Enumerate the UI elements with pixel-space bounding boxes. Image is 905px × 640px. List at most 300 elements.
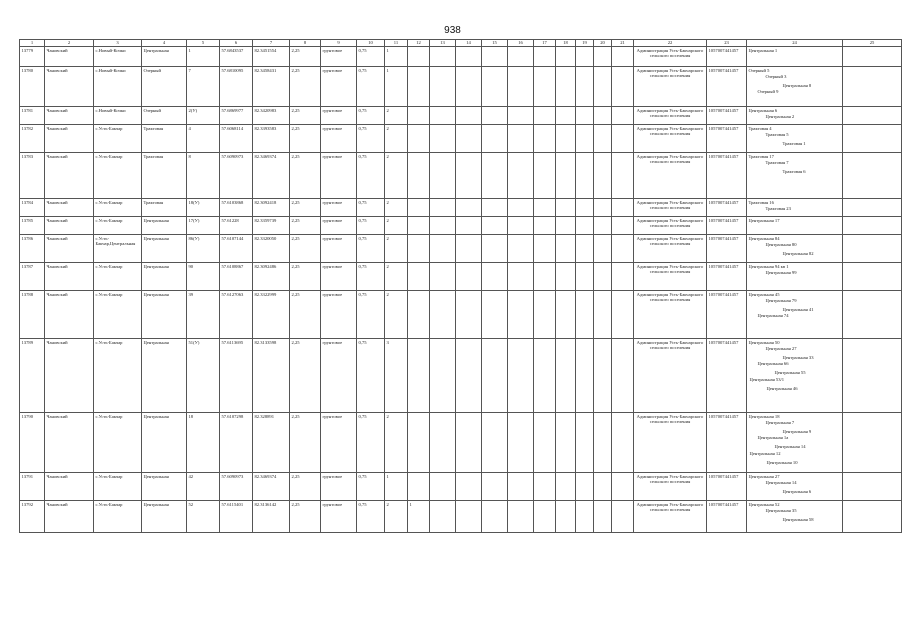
table-cell: грунтовое bbox=[321, 67, 357, 107]
table-cell bbox=[843, 413, 902, 473]
table-cell: Трактовая bbox=[142, 199, 187, 217]
column-header: 22 bbox=[634, 40, 707, 47]
table-cell bbox=[843, 263, 902, 291]
address-entry: Центральная 18 bbox=[748, 413, 780, 419]
table-cell bbox=[430, 199, 456, 217]
table-cell: Чановский bbox=[45, 153, 94, 199]
address-entry: Центральная 52 bbox=[748, 501, 780, 507]
table-cell: 1057007441457 bbox=[707, 501, 747, 533]
table-cell: 52 bbox=[187, 501, 220, 533]
table-cell: грунтовое bbox=[321, 263, 357, 291]
table-cell: 1 bbox=[385, 47, 408, 67]
table-cell bbox=[482, 47, 508, 67]
address-entry: Трактовая 4 bbox=[748, 125, 772, 131]
table-cell bbox=[843, 199, 902, 217]
table-cell: 2,25 bbox=[290, 47, 321, 67]
table-cell bbox=[534, 235, 556, 263]
address-entry: Трактовая 17 bbox=[748, 153, 774, 159]
table-cell: 13792 bbox=[20, 501, 45, 533]
table-cell: Администрация Усть-Бакчарского сельского поселения bbox=[634, 217, 707, 235]
table-cell bbox=[430, 473, 456, 501]
table-cell: 57.6107298 bbox=[220, 413, 253, 473]
table-cell: 2,25 bbox=[290, 153, 321, 199]
table-cell: 2 bbox=[385, 263, 408, 291]
registry-table bbox=[19, 39, 902, 533]
table-cell: 2,25 bbox=[290, 339, 321, 413]
address-entry: Центральная 10 bbox=[766, 459, 798, 465]
table-row bbox=[20, 235, 902, 263]
table-cell bbox=[408, 199, 430, 217]
table-cell: 2 bbox=[385, 291, 408, 339]
table-cell: 1057007441457 bbox=[707, 291, 747, 339]
table-cell bbox=[594, 199, 612, 217]
address-entry: Центральная 84 bbox=[748, 235, 780, 241]
table-cell bbox=[843, 339, 902, 413]
table-cell: 82.3133598 bbox=[253, 339, 290, 413]
table-cell bbox=[534, 339, 556, 413]
table-cell: 57.6107144 bbox=[220, 235, 253, 263]
table-cell: грунтовое bbox=[321, 47, 357, 67]
table-cell: Администрация Усть-Бакчарского сельского поселения bbox=[634, 153, 707, 199]
address-entry: Трактовая 1 bbox=[782, 140, 806, 146]
table-cell bbox=[508, 413, 534, 473]
address-entry: Центральная 9 bbox=[782, 428, 812, 434]
table-cell bbox=[508, 501, 534, 533]
table-cell bbox=[556, 339, 576, 413]
table-cell: 1057007441457 bbox=[707, 125, 747, 153]
table-cell: 13785 bbox=[20, 217, 45, 235]
table-cell bbox=[612, 199, 634, 217]
table-cell bbox=[594, 473, 612, 501]
table-cell bbox=[843, 47, 902, 67]
table-cell bbox=[747, 339, 843, 413]
table-cell: 1 bbox=[385, 67, 408, 107]
table-cell: Администрация Усть-Бакчарского сельского поселения bbox=[634, 339, 707, 413]
address-entry: Центральная 99 bbox=[765, 269, 797, 275]
address-entry: Центральная 27 bbox=[765, 345, 797, 351]
table-cell bbox=[430, 125, 456, 153]
column-header: 14 bbox=[456, 40, 482, 47]
table-cell: 0,75 bbox=[357, 199, 385, 217]
table-cell: с.Усть-Бакчар bbox=[94, 473, 142, 501]
table-cell bbox=[747, 153, 843, 199]
table-cell: 0,75 bbox=[357, 67, 385, 107]
table-cell: Администрация Усть-Бакчарского сельского поселения bbox=[634, 107, 707, 125]
table-cell: Центральная bbox=[142, 413, 187, 473]
table-cell: 1057007441457 bbox=[707, 47, 747, 67]
table-cell bbox=[430, 339, 456, 413]
table-cell bbox=[747, 199, 843, 217]
table-cell: 1 bbox=[385, 473, 408, 501]
table-cell bbox=[747, 263, 843, 291]
column-header: 8 bbox=[290, 40, 321, 47]
table-cell: 0,75 bbox=[357, 473, 385, 501]
table-cell bbox=[430, 67, 456, 107]
table-cell bbox=[482, 291, 508, 339]
table-cell: 1 bbox=[408, 501, 430, 533]
column-header: 20 bbox=[594, 40, 612, 47]
table-cell bbox=[594, 217, 612, 235]
table-cell bbox=[456, 125, 482, 153]
table-row bbox=[20, 263, 902, 291]
table-cell: 0,75 bbox=[357, 125, 385, 153]
table-cell: 2,25 bbox=[290, 217, 321, 235]
table-cell: 39 bbox=[187, 291, 220, 339]
table-cell bbox=[556, 107, 576, 125]
address-entry: Центральная 12 bbox=[749, 450, 781, 456]
table-cell: 57.6810095 bbox=[220, 67, 253, 107]
address-entry: Центральная 74 bbox=[757, 313, 789, 319]
table-cell bbox=[456, 235, 482, 263]
table-cell: 17(У) bbox=[187, 217, 220, 235]
table-cell bbox=[747, 413, 843, 473]
table-cell: с.Усть-Бакчар bbox=[94, 263, 142, 291]
table-cell bbox=[508, 199, 534, 217]
table-cell bbox=[408, 263, 430, 291]
address-entry: Трактовая 16 bbox=[748, 199, 774, 205]
table-cell: Центральная bbox=[142, 339, 187, 413]
table-cell bbox=[534, 125, 556, 153]
address-entry: Центральная 6 bbox=[782, 488, 812, 494]
table-cell bbox=[456, 153, 482, 199]
table-cell: 2(У) bbox=[187, 107, 220, 125]
table-cell bbox=[576, 473, 594, 501]
table-cell bbox=[430, 263, 456, 291]
table-cell: Чановский bbox=[45, 217, 94, 235]
address-entry: Центральная 53/1 bbox=[749, 376, 785, 382]
table-cell: грунтовое bbox=[321, 217, 357, 235]
table-cell bbox=[508, 217, 534, 235]
address-entry: Центральная 82 bbox=[782, 250, 814, 256]
address-entry: Центральная 14 bbox=[774, 444, 806, 450]
table-cell: 2 bbox=[385, 107, 408, 125]
table-cell: Трактовая bbox=[142, 125, 187, 153]
table-cell bbox=[534, 291, 556, 339]
table-row bbox=[20, 339, 902, 413]
table-cell: 82.3469374 bbox=[253, 153, 290, 199]
table-cell: Трактовая bbox=[142, 153, 187, 199]
table-cell: 1057007441457 bbox=[707, 153, 747, 199]
table-cell: Администрация Усть-Бакчарского сельского поселения bbox=[634, 67, 707, 107]
table-cell bbox=[534, 217, 556, 235]
table-cell bbox=[456, 47, 482, 67]
table-cell bbox=[747, 235, 843, 263]
table-cell bbox=[556, 217, 576, 235]
table-cell: Чановский bbox=[45, 47, 94, 67]
table-cell: Администрация Усть-Бакчарского сельского поселения bbox=[634, 473, 707, 501]
table-cell bbox=[534, 47, 556, 67]
table-cell bbox=[612, 67, 634, 107]
table-cell: с.Усть-Бакчар bbox=[94, 153, 142, 199]
table-cell: 57.61228 bbox=[220, 217, 253, 235]
address-entry: Центральная 7 bbox=[765, 419, 795, 425]
table-cell bbox=[456, 501, 482, 533]
table-cell: 82.3458431 bbox=[253, 67, 290, 107]
table-cell bbox=[576, 291, 594, 339]
table-cell bbox=[534, 473, 556, 501]
column-header: 6 bbox=[220, 40, 253, 47]
table-cell: с.Усть-Бакчар bbox=[94, 501, 142, 533]
table-cell bbox=[576, 199, 594, 217]
table-cell bbox=[594, 413, 612, 473]
table-cell: 2 bbox=[385, 217, 408, 235]
table-cell bbox=[508, 67, 534, 107]
table-cell bbox=[508, 107, 534, 125]
column-header: 17 bbox=[534, 40, 556, 47]
table-cell bbox=[612, 153, 634, 199]
table-cell: с.Усть-Бакчар,Центральная bbox=[94, 235, 142, 263]
table-cell: Центральная bbox=[142, 47, 187, 67]
table-cell: 13786 bbox=[20, 235, 45, 263]
table-cell bbox=[594, 235, 612, 263]
table-cell bbox=[430, 107, 456, 125]
table-cell bbox=[430, 501, 456, 533]
table-cell: Озерный bbox=[142, 67, 187, 107]
table-cell bbox=[482, 125, 508, 153]
table-cell: грунтовое bbox=[321, 153, 357, 199]
table-cell: Центральная bbox=[142, 501, 187, 533]
table-cell bbox=[482, 199, 508, 217]
table-cell bbox=[408, 217, 430, 235]
table-cell bbox=[408, 107, 430, 125]
table-cell: с.Усть-Бакчар bbox=[94, 413, 142, 473]
column-header: 3 bbox=[94, 40, 142, 47]
table-cell bbox=[594, 125, 612, 153]
table-cell bbox=[612, 235, 634, 263]
table-cell: 51(У) bbox=[187, 339, 220, 413]
table-cell: 13791 bbox=[20, 473, 45, 501]
table-cell bbox=[612, 413, 634, 473]
table-cell bbox=[594, 291, 612, 339]
column-header: 13 bbox=[430, 40, 456, 47]
table-cell bbox=[747, 501, 843, 533]
table-cell: Чановский bbox=[45, 473, 94, 501]
table-cell bbox=[843, 473, 902, 501]
table-cell: 13783 bbox=[20, 153, 45, 199]
table-cell: 18(У) bbox=[187, 199, 220, 217]
table-cell bbox=[576, 125, 594, 153]
column-header: 12 bbox=[408, 40, 430, 47]
table-cell: 82.328891 bbox=[253, 413, 290, 473]
table-cell: 13781 bbox=[20, 107, 45, 125]
table-cell bbox=[843, 291, 902, 339]
table-cell: Администрация Усть-Бакчарского сельского поселения bbox=[634, 263, 707, 291]
column-header: 24 bbox=[747, 40, 843, 47]
address-entry: Центральная 33 bbox=[782, 354, 814, 360]
table-row bbox=[20, 67, 902, 107]
table-cell bbox=[534, 263, 556, 291]
table-cell: 2 bbox=[385, 125, 408, 153]
table-cell: 86(У) bbox=[187, 235, 220, 263]
table-cell: грунтовое bbox=[321, 501, 357, 533]
table-cell bbox=[747, 217, 843, 235]
column-header: 25 bbox=[843, 40, 902, 47]
address-entry: Центральная 80 bbox=[765, 241, 797, 247]
table-cell bbox=[408, 413, 430, 473]
table-cell: Администрация Усть-Бакчарского сельского поселения bbox=[634, 125, 707, 153]
table-cell: 2,25 bbox=[290, 107, 321, 125]
table-cell bbox=[612, 47, 634, 67]
table-cell: Чановский bbox=[45, 67, 94, 107]
table-row bbox=[20, 107, 902, 125]
table-row bbox=[20, 153, 902, 199]
table-cell bbox=[508, 125, 534, 153]
table-cell bbox=[594, 339, 612, 413]
column-header: 1 bbox=[20, 40, 45, 47]
column-header: 11 bbox=[385, 40, 408, 47]
table-cell: 1057007441457 bbox=[707, 199, 747, 217]
table-cell: Чановский bbox=[45, 413, 94, 473]
table-cell bbox=[456, 291, 482, 339]
table-row bbox=[20, 291, 902, 339]
address-entry: Центральная 27 bbox=[748, 473, 780, 479]
table-cell bbox=[556, 473, 576, 501]
table-cell bbox=[612, 263, 634, 291]
table-cell: Чановский bbox=[45, 125, 94, 153]
table-cell bbox=[576, 217, 594, 235]
table-cell: 2,25 bbox=[290, 263, 321, 291]
table-cell bbox=[534, 153, 556, 199]
table-cell bbox=[747, 107, 843, 125]
address-entry: Центральная 45 bbox=[748, 291, 780, 297]
table-cell: с.Усть-Бакчар bbox=[94, 125, 142, 153]
table-cell bbox=[576, 235, 594, 263]
table-cell bbox=[843, 125, 902, 153]
table-cell bbox=[843, 107, 902, 125]
table-cell bbox=[594, 263, 612, 291]
table-cell bbox=[408, 291, 430, 339]
address-entry: Трактовая 23 bbox=[765, 205, 791, 211]
table-cell bbox=[747, 291, 843, 339]
table-cell: грунтовое bbox=[321, 339, 357, 413]
table-cell bbox=[612, 473, 634, 501]
table-cell bbox=[430, 291, 456, 339]
table-cell bbox=[556, 413, 576, 473]
table-cell bbox=[456, 107, 482, 125]
table-cell bbox=[534, 199, 556, 217]
table-cell: 82.3393583 bbox=[253, 125, 290, 153]
table-cell: 57.6090973 bbox=[220, 153, 253, 199]
table-cell: 2,25 bbox=[290, 67, 321, 107]
address-entry: Центральная 79 bbox=[765, 297, 797, 303]
table-cell: 0,75 bbox=[357, 501, 385, 533]
table-cell: 2,25 bbox=[290, 413, 321, 473]
table-cell: 3 bbox=[385, 339, 408, 413]
table-cell: Администрация Усть-Бакчарского сельского поселения bbox=[634, 413, 707, 473]
table-cell bbox=[456, 199, 482, 217]
table-cell: 0,75 bbox=[357, 217, 385, 235]
table-cell: Центральная bbox=[142, 235, 187, 263]
table-cell: 42 bbox=[187, 473, 220, 501]
address-entry: Центральная 14 bbox=[765, 479, 797, 485]
table-cell: 1057007441457 bbox=[707, 413, 747, 473]
table-cell bbox=[508, 235, 534, 263]
table-cell: 57.6108867 bbox=[220, 263, 253, 291]
table-cell: 2 bbox=[385, 153, 408, 199]
address-entry: Трактовая 5 bbox=[765, 131, 789, 137]
table-cell: с.Усть-Бакчар bbox=[94, 199, 142, 217]
column-header: 21 bbox=[612, 40, 634, 47]
table-cell: 7 bbox=[187, 67, 220, 107]
table-cell: Чановский bbox=[45, 235, 94, 263]
address-entry: Трактовая 7 bbox=[765, 159, 789, 165]
table-cell: Центральная bbox=[142, 473, 187, 501]
table-cell bbox=[482, 263, 508, 291]
table-cell bbox=[576, 413, 594, 473]
table-cell bbox=[408, 125, 430, 153]
column-header: 16 bbox=[508, 40, 534, 47]
address-entry: Озерный 9 bbox=[757, 89, 779, 95]
table-cell: Администрация Усть-Бакчарского сельского поселения bbox=[634, 47, 707, 67]
table-cell bbox=[456, 339, 482, 413]
table-cell: 0,75 bbox=[357, 235, 385, 263]
table-cell: 13789 bbox=[20, 339, 45, 413]
table-cell bbox=[408, 67, 430, 107]
table-cell: грунтовое bbox=[321, 235, 357, 263]
table-cell: 57.6843537 bbox=[220, 47, 253, 67]
table-cell: 82.3420983 bbox=[253, 107, 290, 125]
table-cell bbox=[482, 153, 508, 199]
table-row bbox=[20, 47, 902, 67]
table-cell bbox=[508, 263, 534, 291]
table-cell bbox=[482, 67, 508, 107]
table-cell bbox=[612, 501, 634, 533]
table-cell: грунтовое bbox=[321, 125, 357, 153]
table-cell bbox=[456, 67, 482, 107]
table-cell: грунтовое bbox=[321, 473, 357, 501]
table-cell: с.Новый-Кочки bbox=[94, 67, 142, 107]
table-cell bbox=[456, 217, 482, 235]
table-cell: 1057007441457 bbox=[707, 263, 747, 291]
column-header: 15 bbox=[482, 40, 508, 47]
table-cell bbox=[556, 199, 576, 217]
table-cell: 82.3451554 bbox=[253, 47, 290, 67]
table-cell bbox=[456, 263, 482, 291]
header-row bbox=[20, 40, 902, 47]
table-cell bbox=[612, 107, 634, 125]
table-cell: 2 bbox=[385, 413, 408, 473]
table-cell: 13790 bbox=[20, 413, 45, 473]
table-cell bbox=[508, 339, 534, 413]
table-cell: 2,25 bbox=[290, 291, 321, 339]
table-cell: Чановский bbox=[45, 339, 94, 413]
column-header: 2 bbox=[45, 40, 94, 47]
table-cell bbox=[843, 217, 902, 235]
table-cell bbox=[430, 413, 456, 473]
table-cell bbox=[482, 413, 508, 473]
address-entry: Центральная 1а bbox=[757, 435, 789, 441]
table-cell: Чановский bbox=[45, 501, 94, 533]
table-cell: 0,75 bbox=[357, 153, 385, 199]
address-entry: Озерный 3 bbox=[765, 73, 787, 79]
table-cell bbox=[556, 263, 576, 291]
table-cell bbox=[612, 291, 634, 339]
table-cell bbox=[843, 501, 902, 533]
table-row bbox=[20, 217, 902, 235]
table-cell bbox=[482, 339, 508, 413]
table-cell: 57.6127063 bbox=[220, 291, 253, 339]
table-cell: 57.6113695 bbox=[220, 339, 253, 413]
table-cell bbox=[508, 473, 534, 501]
page-number: 938 bbox=[444, 25, 461, 36]
table-cell bbox=[408, 235, 430, 263]
column-header: 23 bbox=[707, 40, 747, 47]
table-cell: Администрация Усть-Бакчарского сельского поселения bbox=[634, 501, 707, 533]
table-cell bbox=[747, 67, 843, 107]
table-cell bbox=[508, 291, 534, 339]
table-cell bbox=[430, 47, 456, 67]
column-header: 9 bbox=[321, 40, 357, 47]
